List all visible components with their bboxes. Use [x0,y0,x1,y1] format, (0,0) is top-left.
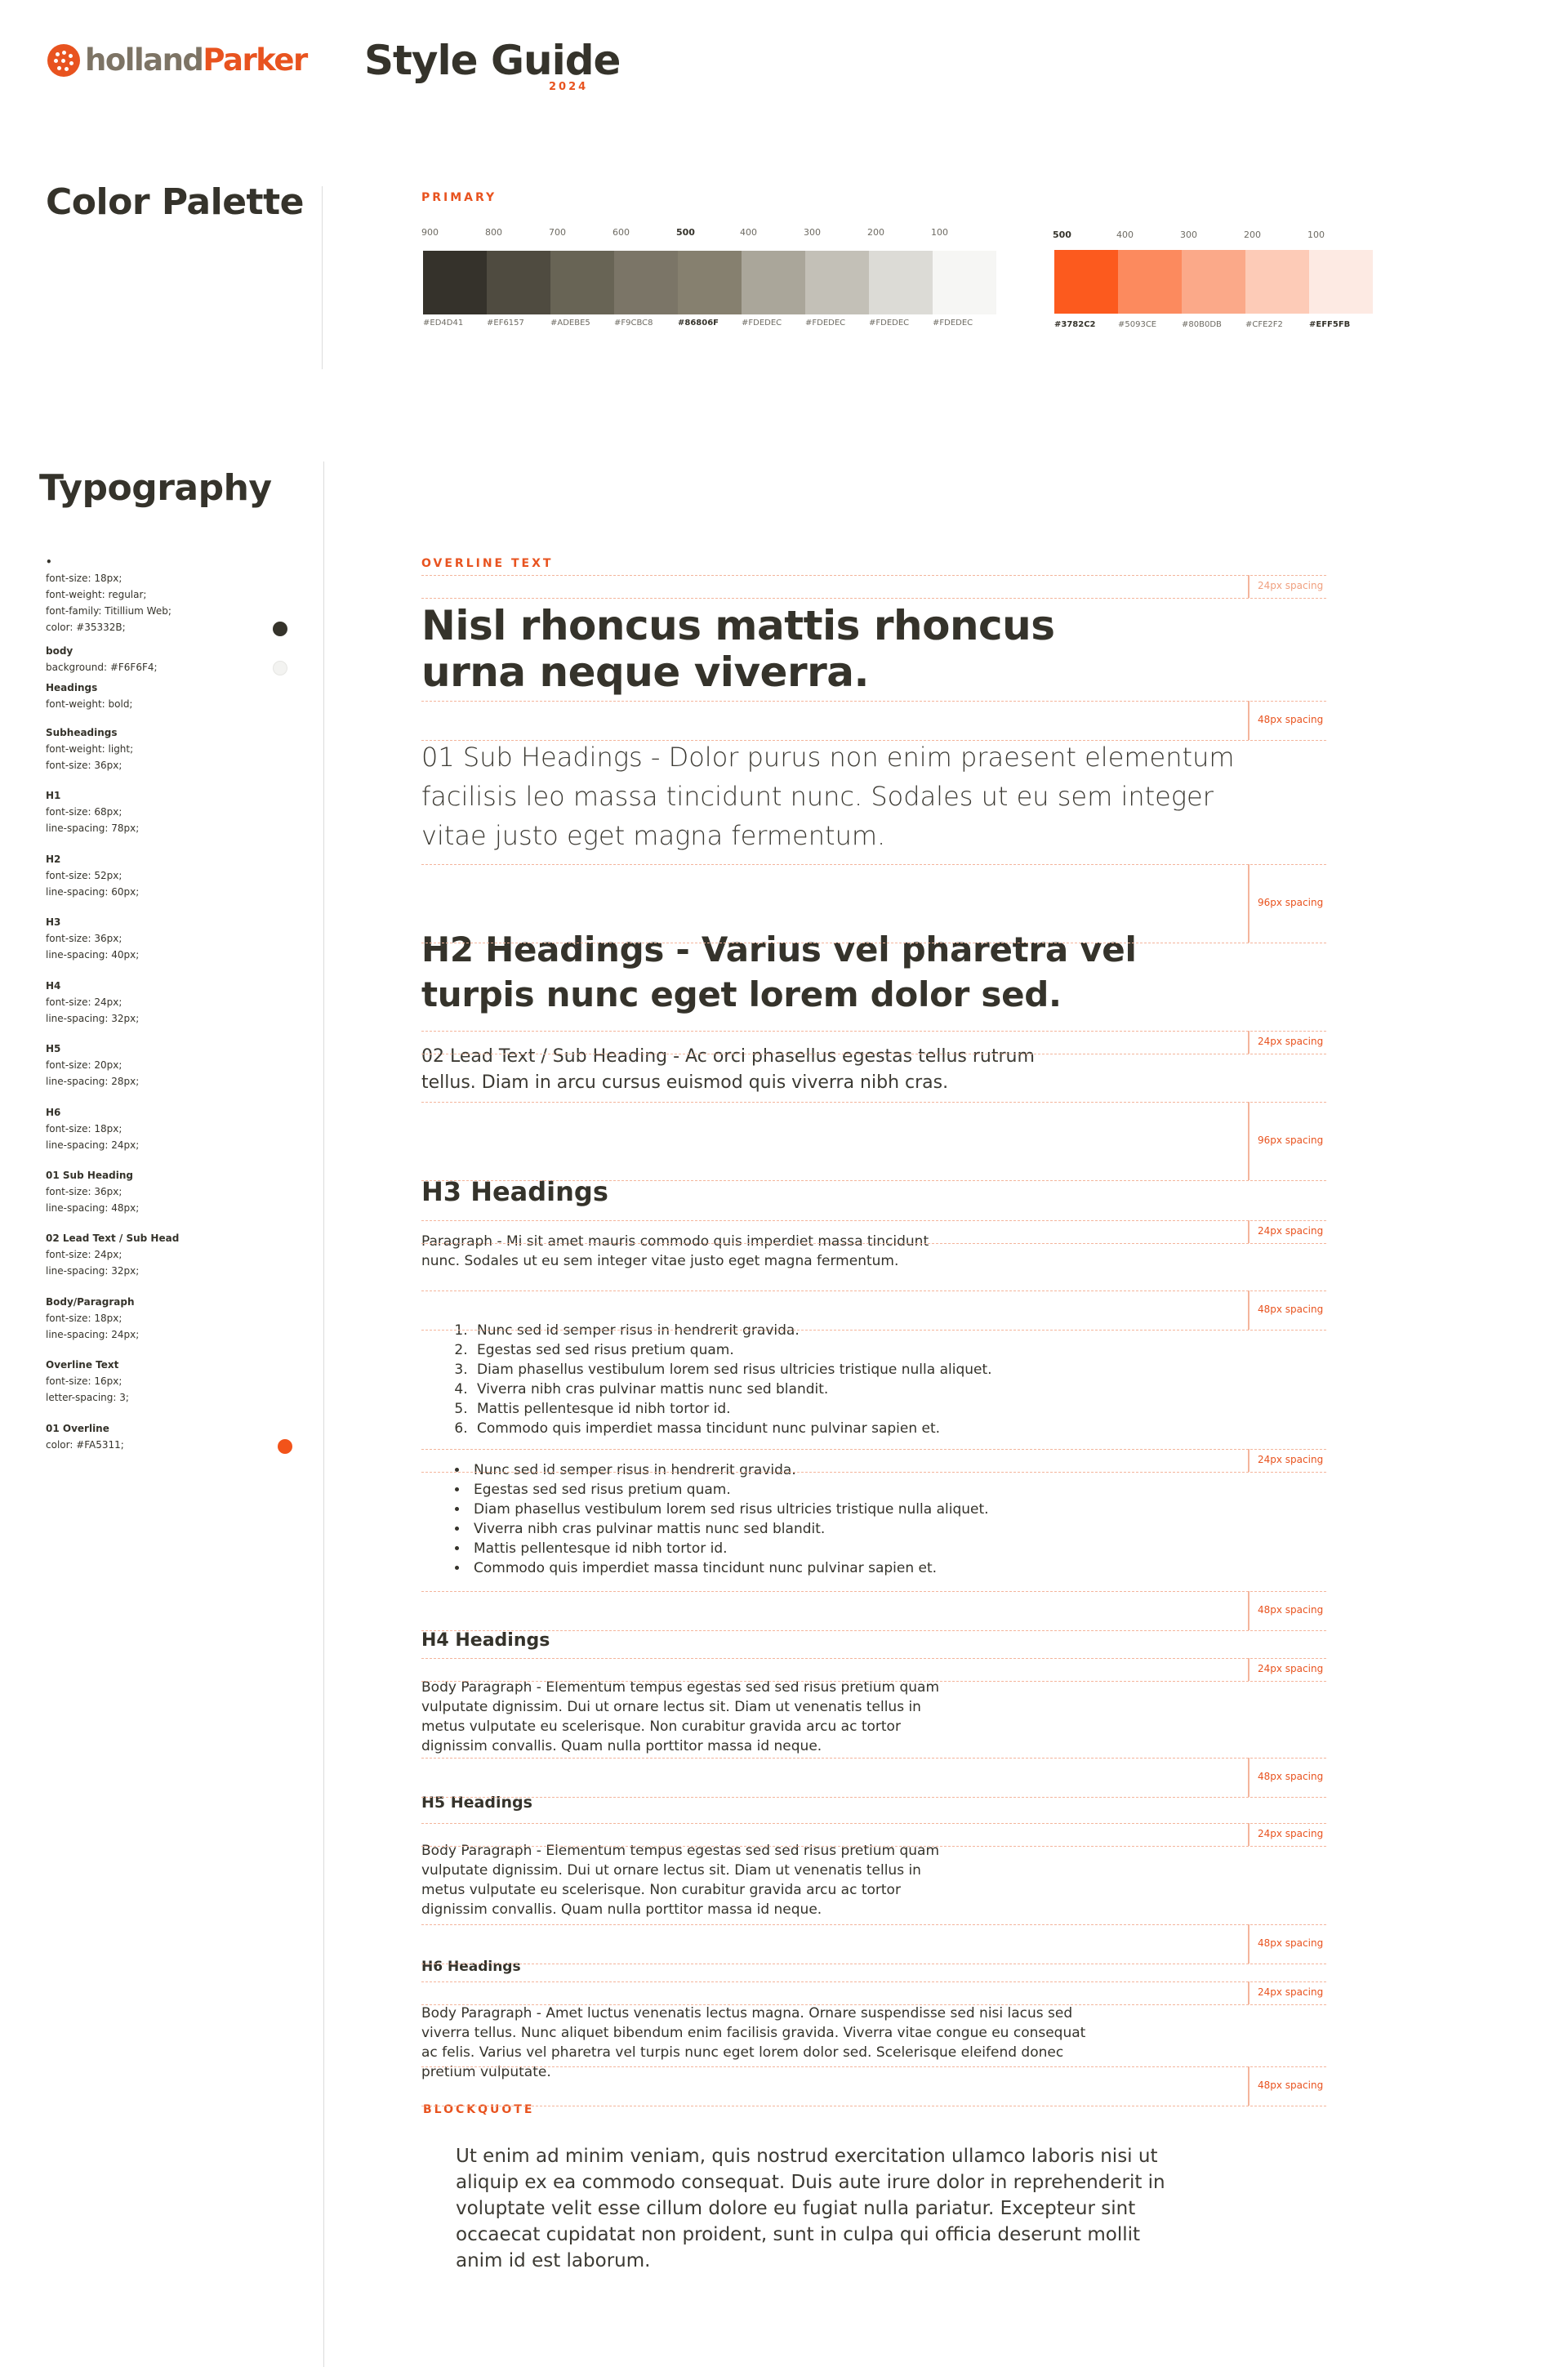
unordered-list-item: • Diam phasellus vestibulum lorem sed risus ultricies tristique nulla aliquet. [469,1500,989,1519]
spec-block [46,914,139,963]
spec-line: font-size: 18px; [46,573,122,584]
spec-line: font-weight: regular; [46,589,147,600]
spec-block [46,680,132,712]
shade-number: 800 [485,227,502,238]
hex-code: #FDEDEC [742,319,782,328]
hex-code: #FDEDEC [805,319,846,328]
spacing-dash-line [421,864,1326,865]
spec-line: background: #F6F6F4; [46,662,158,673]
spec-block [46,1294,139,1343]
hex-code: #3782C2 [1054,320,1096,329]
spec-line: font-size: 24px; [46,1249,122,1260]
spacing-dash-line [421,598,1326,599]
h2-heading: H2 Headings - Varius vel pharetra vel turpis nunc eget lorem dolor sed. [421,929,1137,1014]
spec-line: font-size: 36px; [46,760,122,771]
spacing-bar [1248,2066,1250,2106]
spacing-dash-line [421,1758,1326,1759]
hex-code: #ADEBE5 [550,319,590,328]
spacing-bar [1248,1449,1250,1472]
h4-paragraph: Body Paragraph - Elementum tempus egestas sed sed risus pretium quam vulputate dignissim. Dui ut ornare lectus sit. Diam ut venenatis tellus in metus vulputate eu scelerisque. Non curabitur gravida arcu ac tortor dignissim convallis. Quam nulla porttitor massa id neque. [421,1679,940,1754]
ordered-list-item: 6. Commodo quis imperdiet massa tincidunt nunc pulvinar sapien et. [472,1419,992,1438]
spec-line: letter-spacing: 3; [46,1392,129,1403]
spec-line: font-size: 20px; [46,1059,122,1071]
lead-text: 02 Lead Text / Sub Heading - Ac orci phasellus egestas tellus rutrum tellus. Diam in arcu cursus euismod quis viverra nibh cras. [421,1046,1035,1093]
spacing-label: 24px spacing [1258,1663,1324,1674]
spacing-label: 48px spacing [1258,714,1324,725]
spec-block [46,1420,124,1453]
spacing-dash-line [421,1823,1326,1824]
spec-block [46,1167,139,1216]
brand-logo [47,42,307,78]
spec-line: line-spacing: 32px; [46,1013,140,1024]
blockquote-label: BLOCKQUOTE [423,2103,535,2116]
typography-divider [323,461,324,2367]
spec-block [46,1357,129,1406]
spacing-dash-line [421,1981,1326,1982]
spacing-bar [1248,864,1250,943]
spacing-label: 48px spacing [1258,1304,1324,1315]
hex-code: #5093CE [1118,320,1157,329]
spec-title: Subheadings [46,727,118,738]
spec-block [46,643,158,675]
spacing-label: 24px spacing [1258,580,1324,591]
spec-title: H1 [46,790,61,801]
spec-block [46,724,133,773]
shade-number: 400 [740,227,757,238]
spacing-dash-line [421,701,1326,702]
color-swatch [869,251,933,314]
spacing-bar [1248,1823,1250,1846]
unordered-list-item: • Nunc sed id semper risus in hendrerit gravida. [469,1460,989,1480]
spacing-dash-line [421,575,1326,576]
blockquote-text: Ut enim ad minim veniam, quis nostrud exercitation ullamco laboris nisi ut aliquip ex ea commodo consequat. Duis aute irure dolor in reprehenderit in voluptate velit esse cillum dolore eu fugiat nulla pariatur. Excepteur sint occaecat cupidatat non proident, sunt in culpa qui officia deserunt mollit anim id est laborum. [456,2146,1165,2271]
hex-code: #F9CBC8 [614,319,653,328]
hex-code: #EFF5FB [1309,320,1351,329]
color-swatch [614,251,678,314]
spec-line: line-spacing: 24px; [46,1139,140,1151]
ordered-list-item: 2. Egestas sed sed risus pretium quam. [472,1340,992,1360]
spec-line: line-spacing: 60px; [46,886,140,898]
color-swatch [805,251,869,314]
unordered-list [421,1460,989,1578]
spec-title: • [46,556,52,568]
shade-number: 400 [1116,230,1134,240]
spacing-label: 24px spacing [1258,1036,1324,1047]
h5-paragraph: Body Paragraph - Elementum tempus egestas sed sed risus pretium quam vulputate dignissim. Dui ut ornare lectus sit. Diam ut venenatis tellus in metus vulputate eu scelerisque. Non curabitur gravida arcu ac tortor dignissim convallis. Quam nulla porttitor massa id neque. [421,1843,940,1918]
hex-code: #FDEDEC [869,319,910,328]
h3-heading: H3 Headings [421,1176,608,1207]
logo-parker-text: Parker [203,42,307,78]
spec-title: Body/Paragraph [46,1296,135,1308]
shade-number: 500 [676,227,695,238]
spec-line: color: #35332B; [46,622,126,633]
unordered-list-item: • Mattis pellentesque id nibh tortor id. [469,1539,989,1558]
spacing-dash-line [421,1180,1326,1181]
unordered-list-item: • Commodo quis imperdiet massa tincidunt nunc pulvinar sapien et. [469,1558,989,1578]
shade-number: 600 [612,227,630,238]
spacing-dash-line [421,1330,1326,1331]
shade-number: 100 [1307,230,1325,240]
color-dot-orange [278,1439,292,1454]
color-swatch [933,251,996,314]
spec-line: font-size: 36px; [46,933,122,944]
color-swatch [1245,250,1309,314]
sub-heading-01: 01 Sub Headings - Dolor purus non enim praesent elementum facilisis leo massa tincidunt nunc. Sodales ut eu sem integer vitae justo eget magna fermentum. [421,742,1235,851]
hex-code: #80B0DB [1182,320,1222,329]
spacing-dash-line [421,1630,1326,1631]
spacing-dash-line [421,1243,1326,1244]
page-year: 2024 [549,81,589,93]
spec-title: Overline Text [46,1359,119,1371]
spec-block [46,787,139,836]
color-dot-light [273,661,287,675]
spec-title: H2 [46,854,61,865]
spacing-bar [1248,1981,1250,2004]
spacing-bar [1248,575,1250,598]
shade-number: 900 [421,227,439,238]
spec-line: font-weight: light; [46,743,134,755]
spacing-bar [1248,1102,1250,1180]
spec-line: font-size: 18px; [46,1313,122,1324]
spacing-label: 24px spacing [1258,1454,1324,1465]
spec-title: 02 Lead Text / Sub Head [46,1233,180,1244]
spacing-label: 24px spacing [1258,1828,1324,1839]
spacing-dash-line [421,1031,1326,1032]
spacing-dash-line [421,1846,1326,1847]
h5-heading: H5 Headings [421,1794,532,1812]
spacing-dash-line [421,1658,1326,1659]
spacing-bar [1248,1924,1250,1964]
ordered-list-item: 3. Diam phasellus vestibulum lorem sed risus ultricies tristique nulla aliquet. [472,1360,992,1380]
logo-holland-text: holland [85,42,203,78]
spec-title: 01 Overline [46,1423,109,1434]
color-swatch [1054,250,1118,314]
spacing-bar [1248,1658,1250,1681]
shade-number: 300 [1180,230,1197,240]
spec-title: body [46,645,74,657]
color-swatch [742,251,805,314]
spec-block [46,1230,179,1279]
page-title: Style Guide [364,37,621,84]
spacing-dash-line [421,740,1326,741]
color-swatch [487,251,550,314]
color-swatch [1182,250,1245,314]
spec-line: font-size: 36px; [46,1186,122,1197]
spacing-bar [1248,701,1250,740]
h3-paragraph: Paragraph - Mi sit amet mauris commodo quis imperdiet massa tincidunt nunc. Sodales ut eu sem integer vitae justo eget magna fermentum. [421,1233,929,1269]
shade-number: 200 [1244,230,1261,240]
spacing-bar [1248,1290,1250,1330]
spec-line: font-size: 68px; [46,806,122,818]
color-swatch [1118,250,1182,314]
palette-divider [322,186,323,369]
spec-line: line-spacing: 24px; [46,1329,140,1340]
spacing-label: 48px spacing [1258,1937,1324,1949]
spacing-dash-line [421,1290,1326,1291]
spacing-dash-line [421,1797,1326,1798]
spec-line: line-spacing: 28px; [46,1076,140,1087]
ordered-list-item: 5. Mattis pellentesque id nibh tortor id. [472,1399,992,1419]
spacing-dash-line [421,2066,1326,2067]
spacing-dash-line [421,1102,1326,1103]
spacing-bar [1248,1758,1250,1797]
spec-block [46,554,172,635]
spacing-dash-line [421,1220,1326,1221]
spec-title: H4 [46,980,61,992]
spec-line: line-spacing: 32px; [46,1265,140,1277]
spec-line: line-spacing: 48px; [46,1202,140,1214]
h4-heading: H4 Headings [421,1630,550,1651]
spec-block [46,1041,139,1090]
color-swatch [1309,250,1373,314]
spec-title: H6 [46,1107,61,1118]
spacing-label: 24px spacing [1258,1986,1324,1998]
spacing-bar [1248,1591,1250,1630]
primary-label: PRIMARY [421,191,497,204]
hex-code: #FDEDEC [933,319,973,328]
spec-title: H3 [46,916,61,928]
spacing-dash-line [421,1472,1326,1473]
spec-line: line-spacing: 78px; [46,822,140,834]
spacing-dash-line [421,1681,1326,1682]
spacing-dash-line [421,1924,1326,1925]
shade-number: 500 [1053,230,1071,240]
spec-title: H5 [46,1043,61,1054]
spec-line: color: #FA5311; [46,1439,124,1451]
spacing-label: 24px spacing [1258,1225,1324,1237]
spec-line: line-spacing: 40px; [46,949,140,961]
spacing-label: 96px spacing [1258,897,1324,908]
shade-number: 100 [931,227,948,238]
spacing-label: 48px spacing [1258,2079,1324,2091]
h6-paragraph: Body Paragraph - Amet luctus venenatis lectus magna. Ornare suspendisse sed nisi lacus sed viverra tellus. Nunc aliquet bibendum enim facilisis gravida. Viverra vitae congue eu consequat ac felis. Varius vel pharetra vel turpis nunc eget lorem dolor sed. Scelerisque eleifend donec pretium vulputate. [421,2005,1086,2080]
spec-line: font-family: Titillium Web; [46,605,172,617]
typography-title: Typography [39,467,272,509]
h1-heading: Nisl rhoncus mattis rhoncus urna neque viverra. [421,602,1055,696]
shade-number: 300 [804,227,821,238]
spec-line: font-size: 52px; [46,870,122,881]
spec-line: font-size: 24px; [46,996,122,1008]
spec-line: font-size: 16px; [46,1375,122,1387]
spec-title: 01 Sub Heading [46,1170,133,1181]
spec-block [46,1104,139,1153]
color-swatch [423,251,487,314]
shade-number: 700 [549,227,566,238]
hex-code: #EF6157 [487,319,524,328]
spacing-dash-line [421,1591,1326,1592]
color-palette-title: Color Palette [46,181,304,223]
overline-text: OVERLINE TEXT [421,557,554,570]
spacing-label: 96px spacing [1258,1134,1324,1146]
ordered-list [421,1321,992,1438]
spacing-bar [1248,1031,1250,1054]
hex-code: #CFE2F2 [1245,320,1283,329]
spacing-dash-line [421,1449,1326,1450]
ordered-list-item: 1. Nunc sed id semper risus in hendrerit gravida. [472,1321,992,1340]
spec-line: font-size: 18px; [46,1123,122,1134]
spacing-label: 48px spacing [1258,1771,1324,1782]
h6-heading: H6 Headings [421,1959,521,1975]
color-swatch [678,251,742,314]
hex-code: #86806F [678,319,719,328]
spec-block [46,978,139,1027]
spec-line: font-weight: bold; [46,698,133,710]
logo-mark-icon [47,44,80,77]
spec-block [46,851,139,900]
shade-number: 200 [867,227,884,238]
color-swatch [550,251,614,314]
spacing-label: 48px spacing [1258,1604,1324,1616]
spec-title: Headings [46,682,98,693]
hex-code: #ED4D41 [423,319,464,328]
ordered-list-item: 4. Viverra nibh cras pulvinar mattis nunc sed blandit. [472,1380,992,1399]
spacing-dash-line [421,2004,1326,2005]
color-dot-dark [273,622,287,636]
unordered-list-item: • Viverra nibh cras pulvinar mattis nunc sed blandit. [469,1519,989,1539]
spacing-bar [1248,1220,1250,1243]
unordered-list-item: • Egestas sed sed risus pretium quam. [469,1480,989,1500]
